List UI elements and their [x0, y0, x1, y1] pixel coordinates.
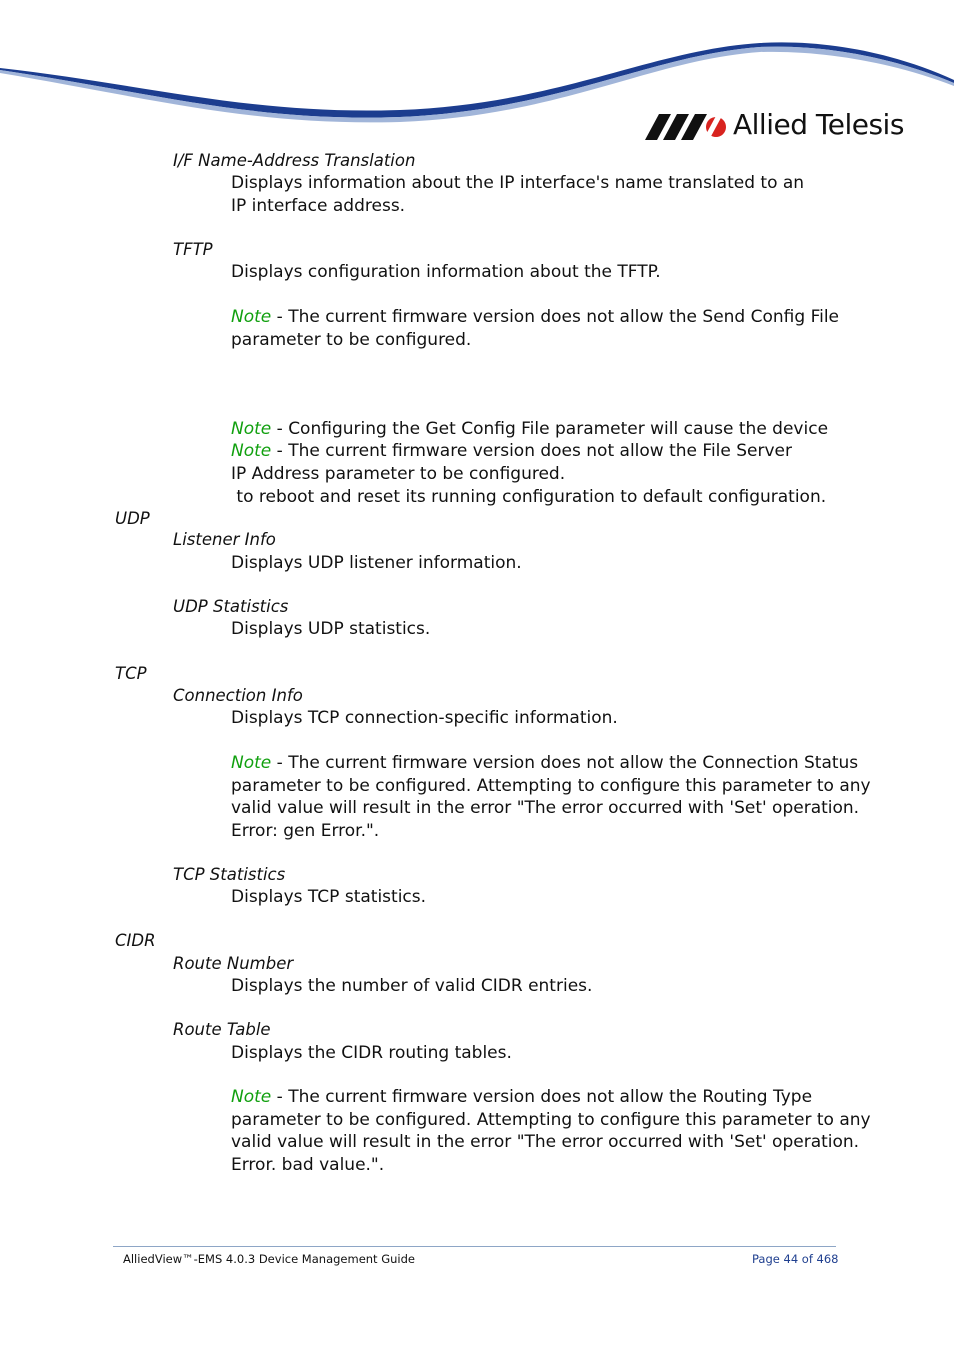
- udp-heading: UDP: [115, 509, 150, 528]
- cidr-route-table-note: Note - The current firmware version does not allow the Routing Type parameter to be configured. Attempting to configure this parameter to any valid value will result in the error "The error occurred with 'Set' operation. Error. bad value.".: [231, 1087, 871, 1175]
- tcp-connection-note: Note - The current firmware version does not allow the Connection Status parameter to be configured. Attempting to configure this parameter to any valid value will result in the error "The error occurred with 'Set' operation. Error: gen Error.".: [231, 753, 871, 841]
- allied-telesis-logo: [645, 110, 905, 146]
- note-label: Note: [231, 307, 272, 327]
- udp-listener-info-heading: Listener Info: [173, 530, 276, 549]
- tftp-note-1: Note - The current firmware version does not allow the Send Config File parameter to be configured.: [231, 307, 840, 350]
- note-label: Note: [231, 441, 272, 461]
- cidr-heading: CIDR: [115, 931, 156, 950]
- footer-divider: [113, 1246, 836, 1247]
- tcp-statistics-description: Displays TCP statistics.: [231, 887, 427, 907]
- udp-statistics-description: Displays UDP statistics.: [231, 619, 431, 639]
- note-label: Note: [231, 419, 272, 439]
- tcp-connection-info-heading: Connection Info: [173, 686, 303, 705]
- tcp-connection-info-description: Displays TCP connection-specific information.: [231, 708, 618, 728]
- footer-document-title: AlliedView™-EMS 4.0.3 Device Management Guide: [123, 1252, 415, 1266]
- note-label: Note: [231, 753, 272, 773]
- note-label: Note: [231, 1087, 272, 1107]
- if-name-address-heading: I/F Name-Address Translation: [173, 151, 416, 170]
- if-name-address-description: Displays information about the IP interface's name translated to an IP interface address.: [231, 173, 805, 216]
- footer-page-number: Page 44 of 468: [752, 1252, 839, 1266]
- cidr-route-number-description: Displays the number of valid CIDR entries.: [231, 976, 593, 996]
- cidr-route-number-heading: Route Number: [173, 954, 294, 973]
- udp-statistics-heading: UDP Statistics: [173, 597, 289, 616]
- tftp-note-3: Note - The current firmware version does not allow the File Server IP Address parameter to be configured.: [231, 441, 792, 484]
- tftp-heading: TFTP: [173, 240, 213, 259]
- tftp-description: Displays configuration information about the TFTP.: [231, 262, 661, 282]
- allied-telesis-logo-mark: [645, 114, 727, 140]
- udp-listener-info-description: Displays UDP listener information.: [231, 553, 522, 573]
- cidr-route-table-description: Displays the CIDR routing tables.: [231, 1043, 512, 1063]
- cidr-route-table-heading: Route Table: [173, 1020, 271, 1039]
- tcp-statistics-heading: TCP Statistics: [173, 865, 286, 884]
- logo-wordmark: Allied Telesis: [733, 108, 904, 141]
- tftp-note-2: Note - Configuring the Get Config File parameter will cause the device to reboot and reset its running configuration to default configuration.: [231, 419, 829, 507]
- tcp-heading: TCP: [115, 664, 147, 683]
